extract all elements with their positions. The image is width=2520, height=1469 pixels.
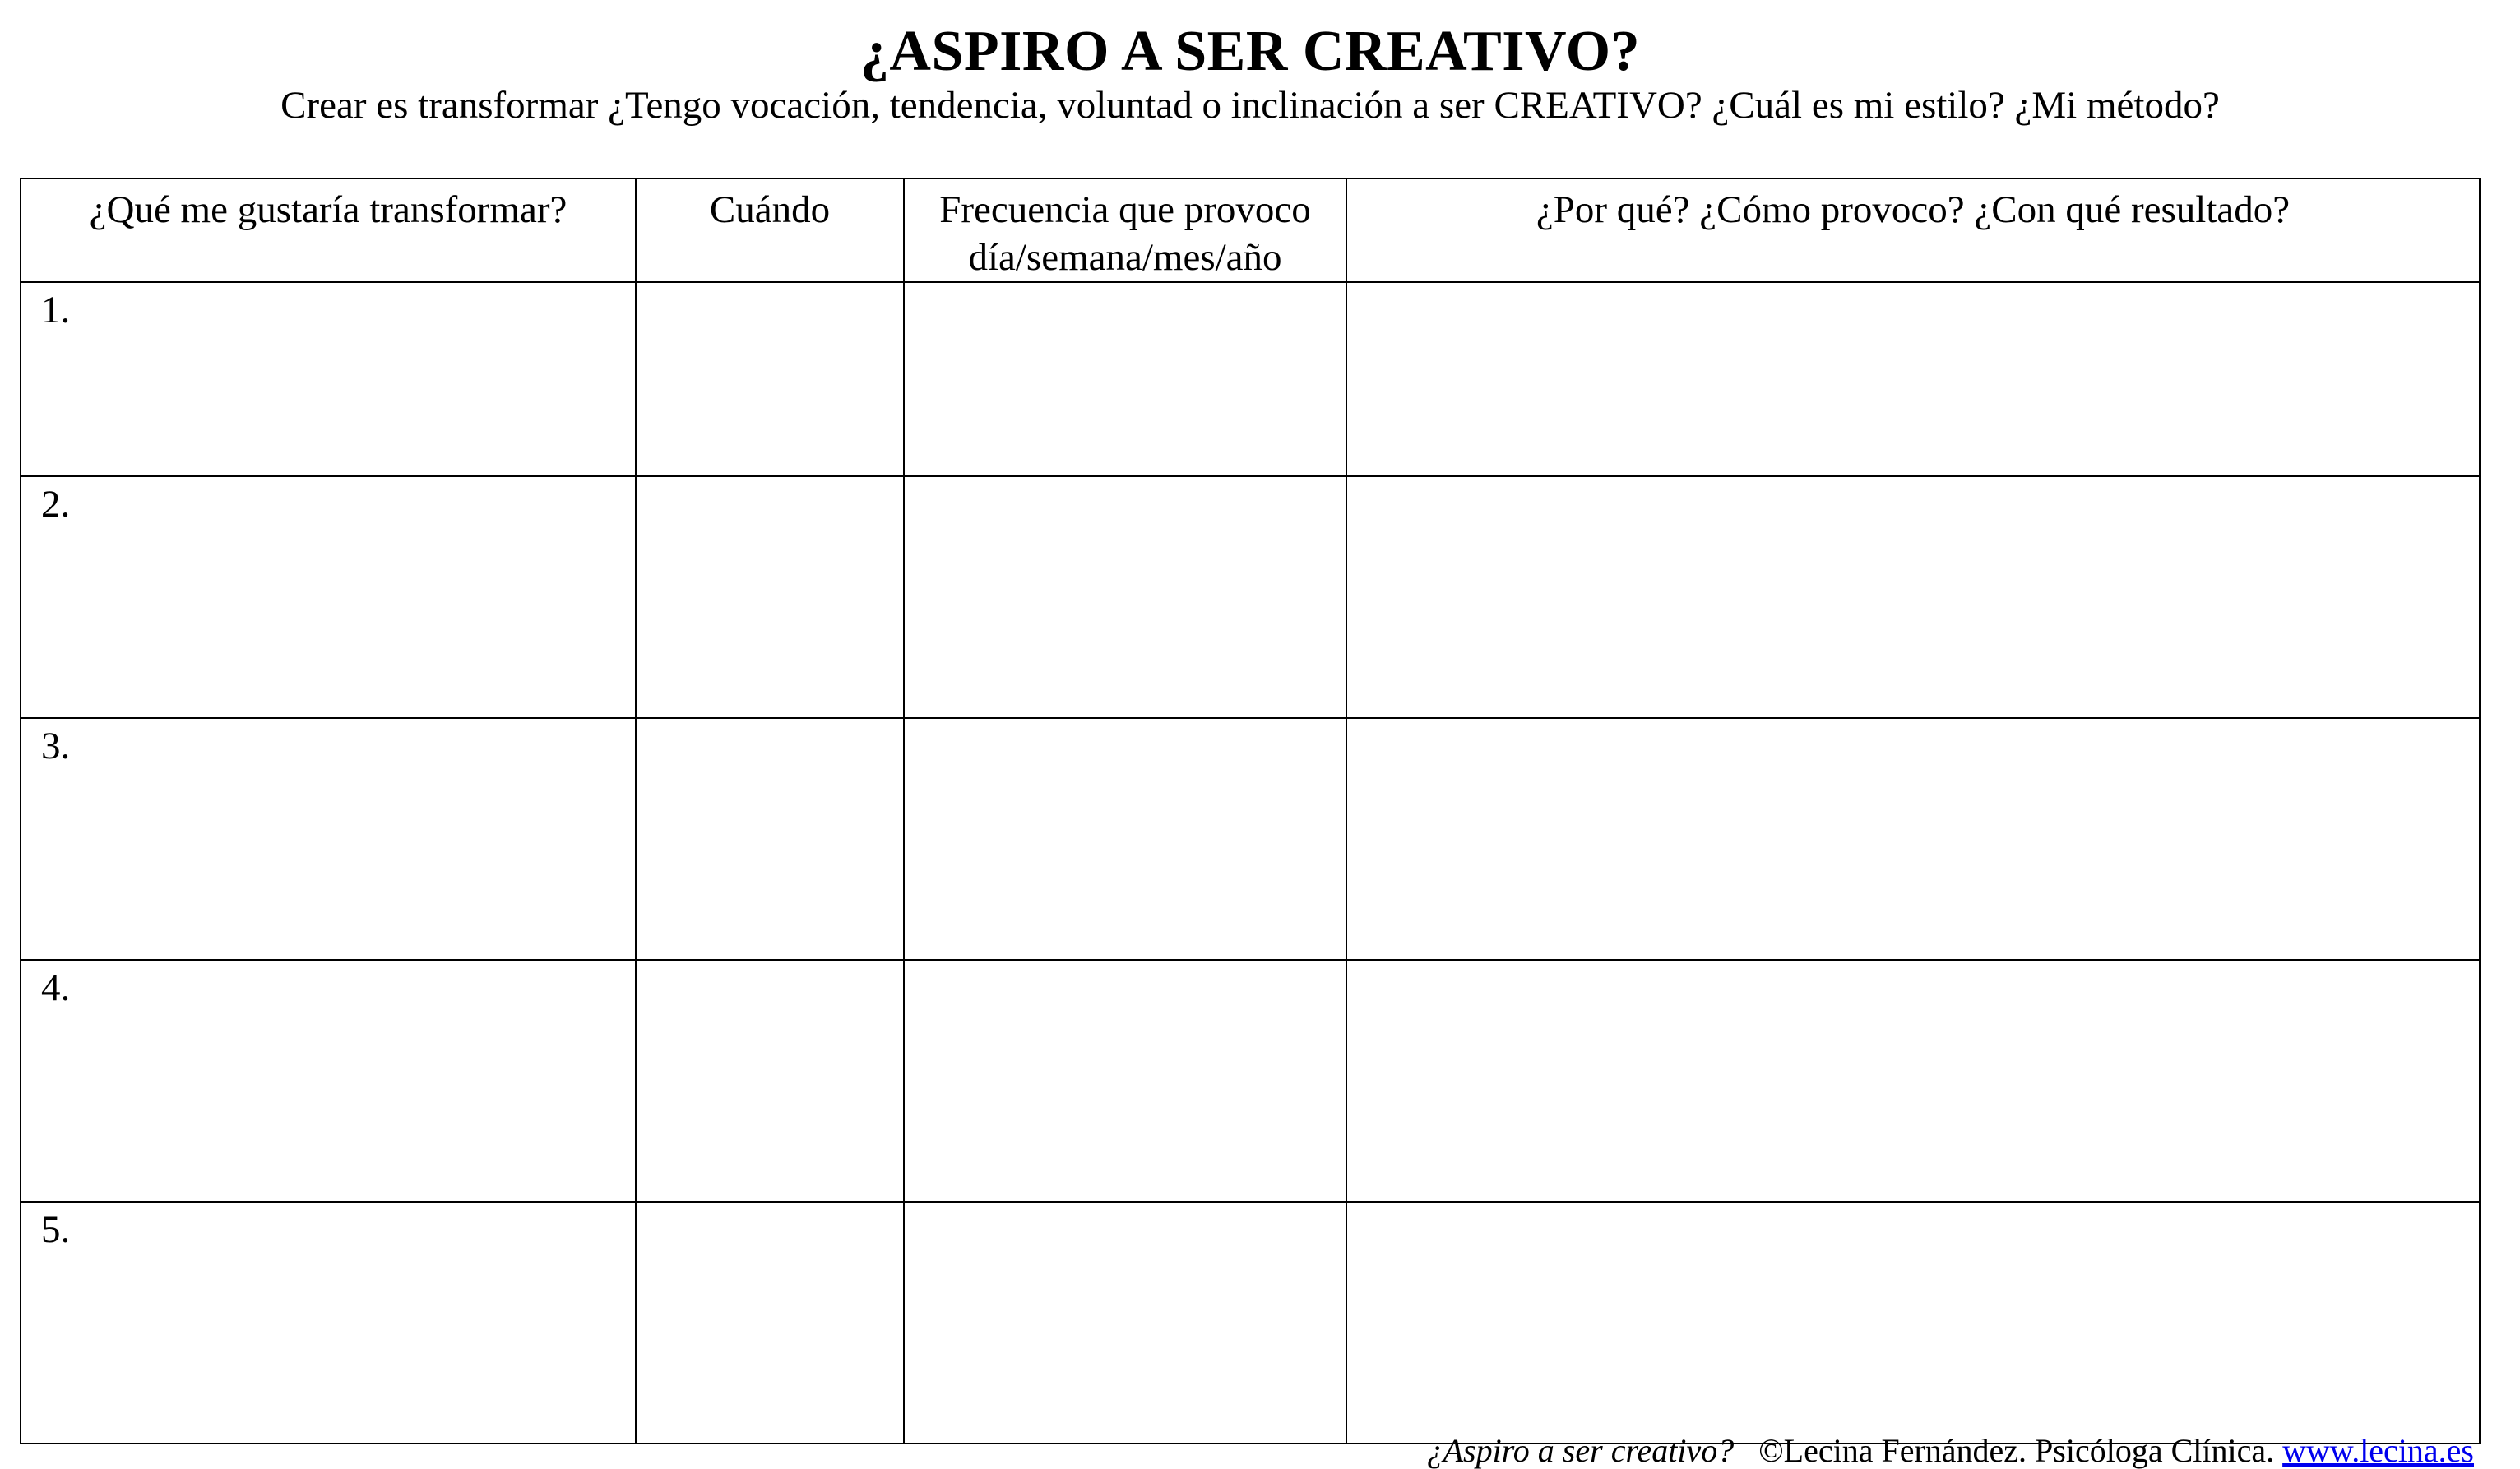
footer-website-link[interactable]: www.lecina.es xyxy=(2282,1432,2474,1469)
page-footer xyxy=(1427,1433,2474,1469)
cell-what[interactable] xyxy=(21,1202,636,1444)
header-frequency-line1: Frecuencia que provoco xyxy=(939,188,1311,231)
header-why-how-result: ¿Por qué? ¿Cómo provoco? ¿Con qué resultado? xyxy=(1346,178,2480,282)
row-number: 4. xyxy=(41,966,71,1009)
cell-frequency[interactable] xyxy=(904,282,1346,476)
cell-frequency[interactable] xyxy=(904,1202,1346,1444)
cell-what[interactable] xyxy=(21,476,636,718)
cell-when[interactable] xyxy=(636,282,904,476)
cell-why[interactable] xyxy=(1346,282,2480,476)
cell-frequency[interactable] xyxy=(904,476,1346,718)
header-when: Cuándo xyxy=(636,178,904,282)
row-number: 2. xyxy=(41,483,71,526)
cell-frequency[interactable] xyxy=(904,960,1346,1202)
footer-doc-name: ¿Aspiro a ser creativo? xyxy=(1426,1432,1735,1469)
header-frequency-line2: día/semana/mes/año xyxy=(968,236,1282,279)
cell-when[interactable] xyxy=(636,718,904,960)
worksheet-table xyxy=(20,178,2481,1444)
cell-what[interactable] xyxy=(21,718,636,960)
header-frequency xyxy=(904,178,1346,282)
cell-why[interactable] xyxy=(1346,476,2480,718)
table-row xyxy=(21,1202,2480,1444)
row-number: 5. xyxy=(41,1208,71,1251)
cell-why[interactable] xyxy=(1346,960,2480,1202)
row-number: 1. xyxy=(41,289,71,331)
cell-what[interactable] xyxy=(21,960,636,1202)
row-number: 3. xyxy=(41,725,71,767)
page-subtitle: Crear es transformar ¿Tengo vocación, tendencia, voluntad o inclinación a ser CREATIVO? ¿Cuál es mi estilo? ¿Mi método? xyxy=(280,84,2220,127)
cell-why[interactable] xyxy=(1346,718,2480,960)
cell-frequency[interactable] xyxy=(904,718,1346,960)
table-row xyxy=(21,282,2480,476)
table-row xyxy=(21,960,2480,1202)
footer-copyright: ©Lecina Fernández. Psicóloga Clínica. xyxy=(1758,1432,2275,1469)
table-row xyxy=(21,718,2480,960)
header-what-to-transform: ¿Qué me gustaría transformar? xyxy=(21,178,636,282)
cell-why[interactable] xyxy=(1346,1202,2480,1444)
table-header-row xyxy=(21,178,2480,282)
table-row xyxy=(21,476,2480,718)
cell-when[interactable] xyxy=(636,476,904,718)
cell-what[interactable] xyxy=(21,282,636,476)
cell-when[interactable] xyxy=(636,1202,904,1444)
page-title: ¿ASPIRO A SER CREATIVO? xyxy=(859,20,1641,83)
cell-when[interactable] xyxy=(636,960,904,1202)
